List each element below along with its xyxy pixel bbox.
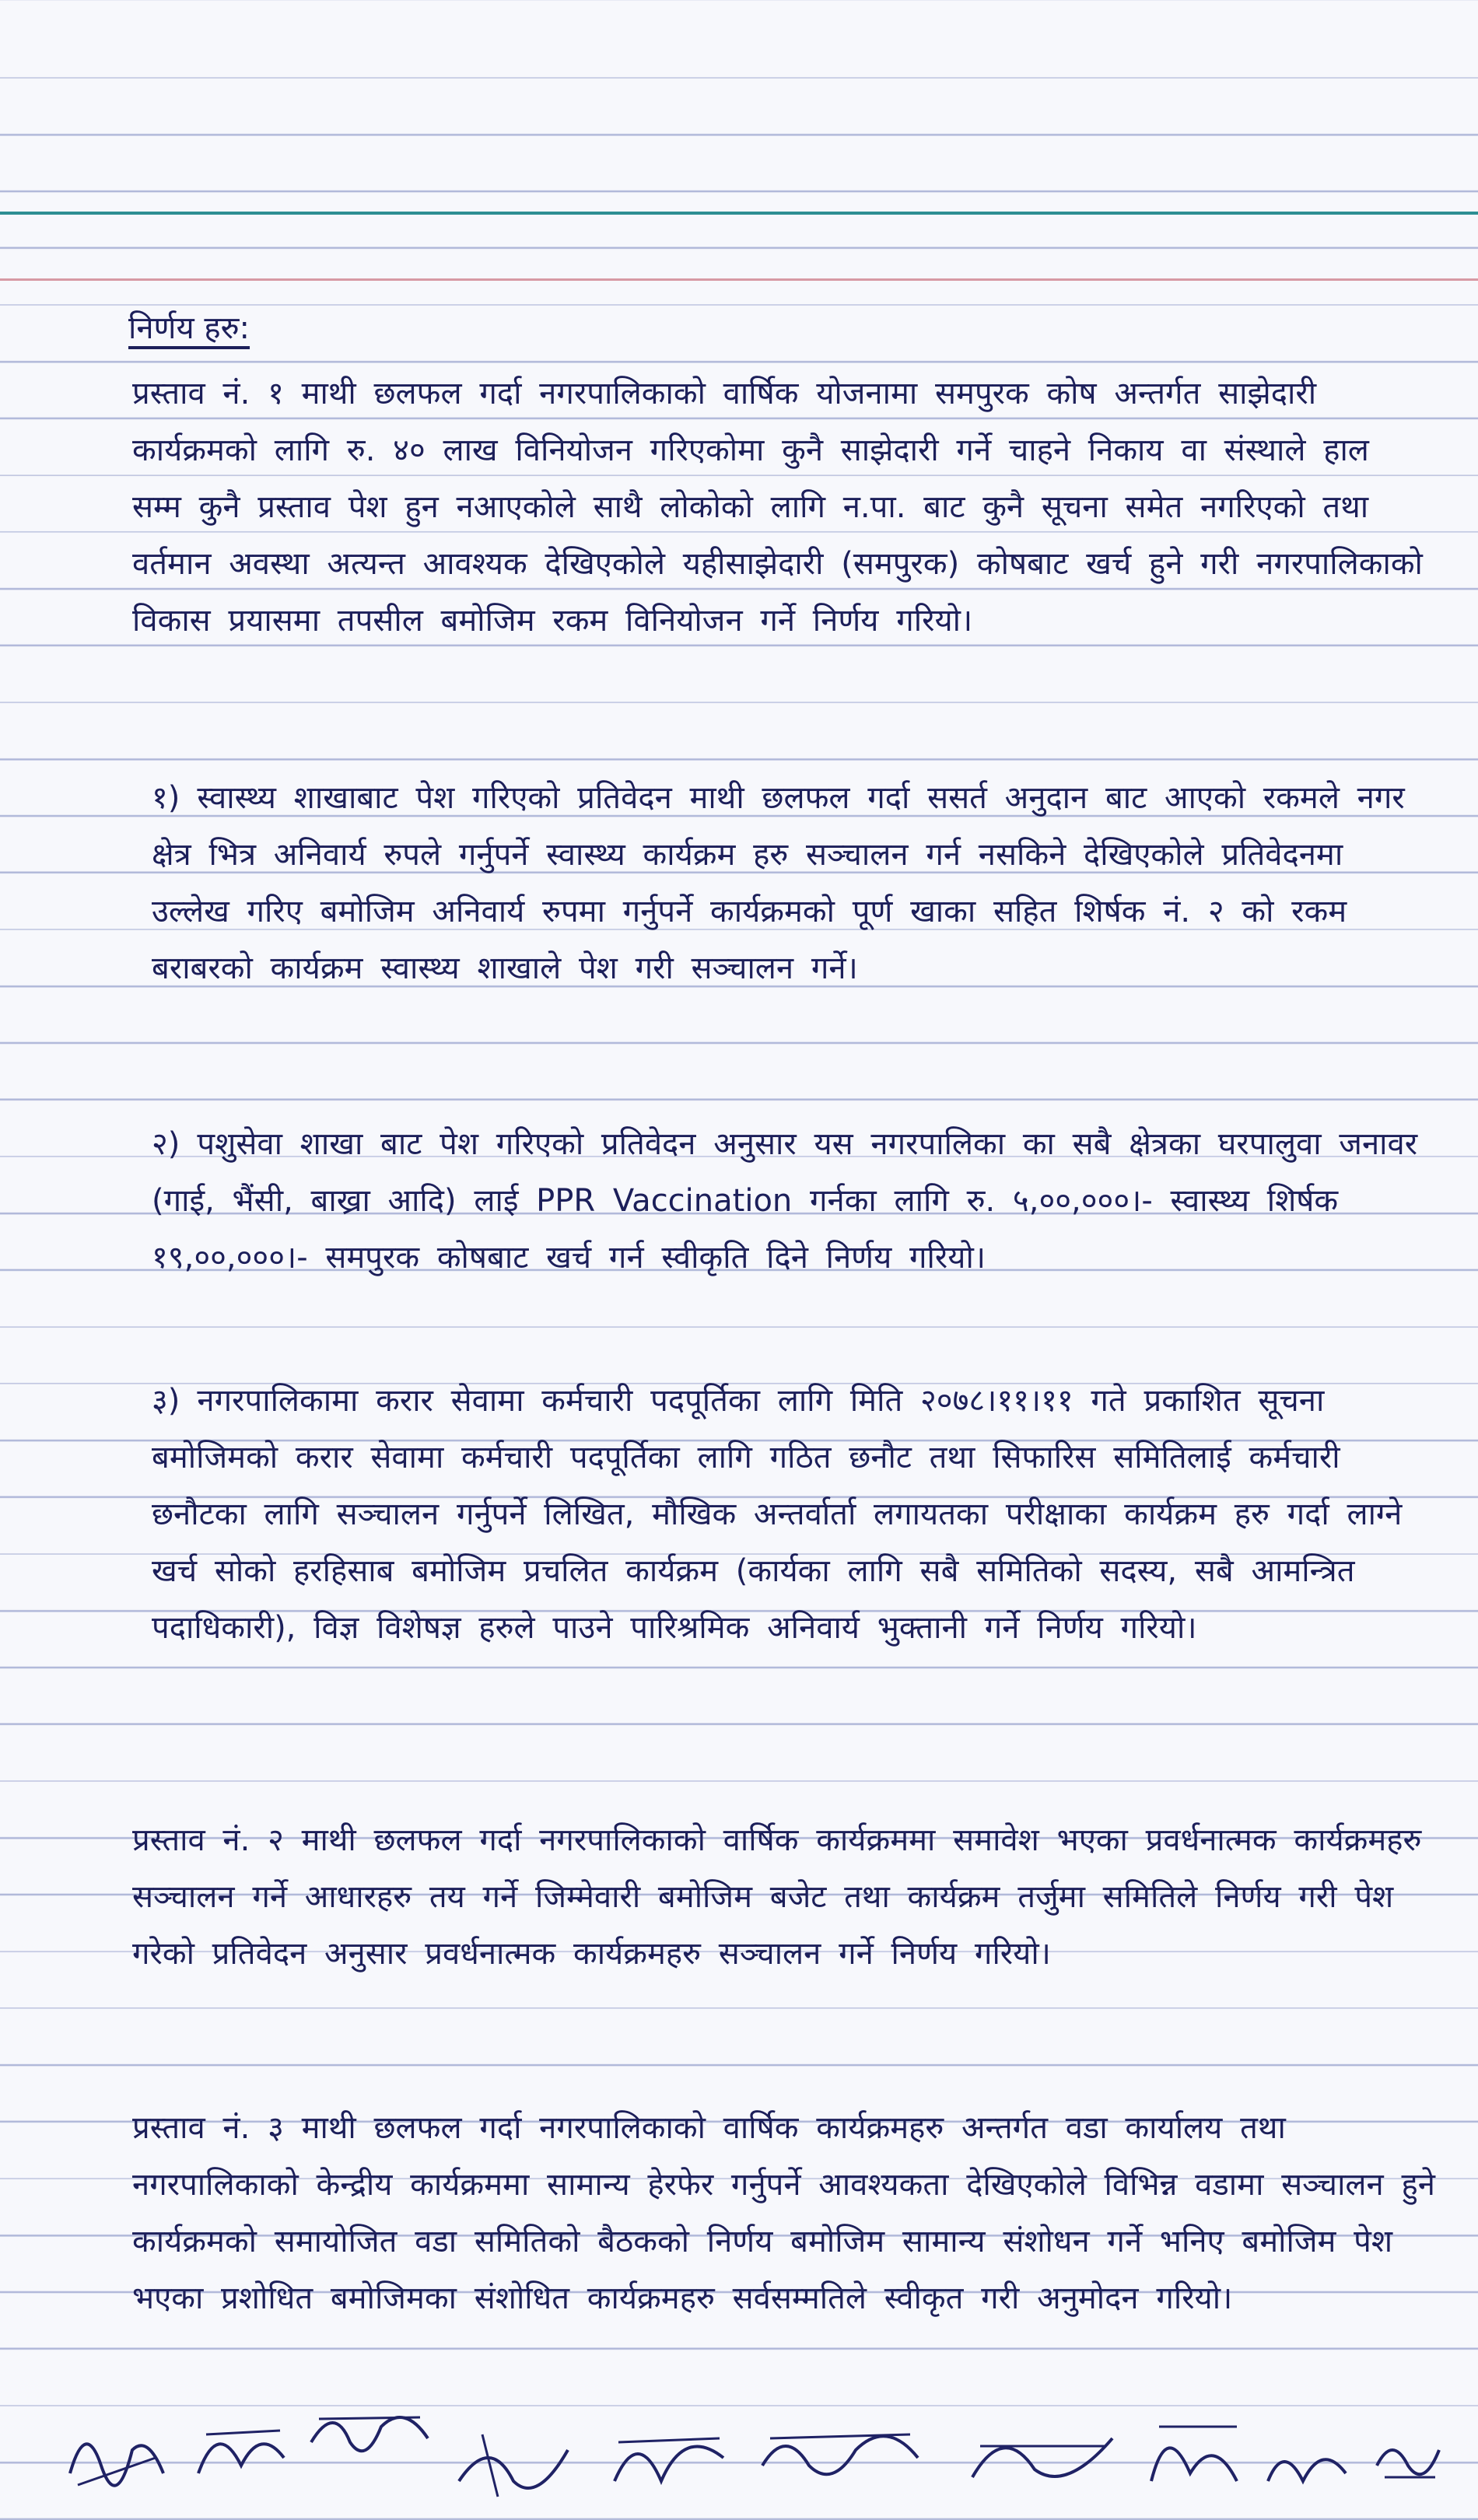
decision-item-2 bbox=[152, 1116, 1427, 1286]
signature bbox=[607, 2411, 731, 2504]
signature bbox=[187, 2403, 296, 2497]
signature bbox=[451, 2419, 583, 2512]
decision-item-1 bbox=[152, 770, 1427, 997]
signature bbox=[1136, 2403, 1252, 2504]
signature bbox=[303, 2396, 436, 2473]
item-text: पशुसेवा शाखा बाट पेश गरिएको प्रतिवेदन अनुसार यस नगरपालिका का सबै क्षेत्रका घरपालुवा जनावर (गाई, भैंसी, बाख्रा आदि) लाई PPR Vaccination गर्नका लागि रु. ५,००,०००।- स्वास्थ्य शिर्षक १९,००,०००।- समपुरक कोषबाट खर्च गर्न स्वीकृति दिने निर्णय गरियो। bbox=[152, 1126, 1418, 1276]
signature bbox=[965, 2415, 1120, 2501]
item-text: नगरपालिकामा करार सेवामा कर्मचारी पदपूर्तिका लागि मिति २०७८।११।११ गते प्रकाशित सूचना बमोजिमको करार सेवामा कर्मचारी पदपूर्तिका लागि गठित छनौट तथा सिफारिस समितिलाई कर्मचारी छनौटका लागि सञ्चालन गर्नुपर्ने लिखित, मौखिक अन्तर्वार्ता लगायतका परीक्षाका कार्यक्रम हरु गर्दा लाग्ने खर्च सोको हरहिसाब बमोजिम प्रचलित कार्यक्रम (कार्यका लागि सबै समितिको सदस्य, सबै आमन्त्रित पदाधिकारी), विज्ञ विशेषज्ञ हरुले पाउने पारिश्रमिक अनिवार्य भुक्तानी गर्ने निर्णय गरियो। bbox=[152, 1383, 1403, 1646]
item-number: २) bbox=[152, 1126, 180, 1162]
proposal-3-paragraph: प्रस्ताव नं. ३ माथी छलफल गर्दा नगरपालिकाको वार्षिक कार्यक्रमहरु अन्तर्गत वडा कार्यालय तथा नगरपालिकाको केन्द्रीय कार्यक्रममा सामान्य हेरफेर गर्नुपर्ने आवश्यकता देखिएकोले विभिन्न वडामा सञ्चालन हुने कार्यक्रमको समायोजित वडा समितिको बैठकको निर्णय बमोजिम सामान्य संशोधन गर्ने भनिए बमोजिम पेश भएका प्रशोधित बमोजिमका संशोधित कार्यक्रमहरु सर्वसम्मतिले स्वीकृत गरी अनुमोदन गरियो। bbox=[132, 2110, 1435, 2316]
signature bbox=[1260, 2427, 1354, 2504]
signature-row bbox=[47, 2396, 1447, 2512]
signature bbox=[62, 2411, 171, 2497]
top-margin-rule bbox=[0, 212, 1478, 215]
item-number: १) bbox=[152, 780, 180, 816]
proposal-1-paragraph: प्रस्ताव नं. १ माथी छलफल गर्दा नगरपालिकाको वार्षिक योजनामा समपुरक कोष अन्तर्गत साझेदारी कार्यक्रमको लागि रु. ४० लाख विनियोजन गरिएकोमा कुनै साझेदारी गर्ने चाहने निकाय वा संस्थाले हाल सम्म कुनै प्रस्ताव पेश हुन नआएकोले साथै लोकोको लागि न.पा. बाट कुनै सूचना समेत नगरिएको तथा वर्तमान अवस्था अत्यन्त आवश्यक देखिएकोले यहीसाझेदारी (समपुरक) कोषबाट खर्च हुने गरी नगरपालिकाको विकास प्रयासमा तपसील बमोजिम रकम विनियोजन गर्ने निर्णय गरियो। bbox=[132, 376, 1423, 639]
proposal-2-paragraph: प्रस्ताव नं. २ माथी छलफल गर्दा नगरपालिकाको वार्षिक कार्यक्रममा समावेश भएका प्रवर्धनात्मक कार्यक्रमहरु सञ्चालन गर्ने आधारहरु तय गर्ने जिम्मेवारी बमोजिम बजेट तथा कार्यक्रम तर्जुमा समितिले निर्णय गरी पेश गरेको प्रतिवेदन अनुसार प्रवर्धनात्मक कार्यक्रमहरु सञ्चालन गर्ने निर्णय गरियो। bbox=[132, 1822, 1422, 1972]
page-heading: निर्णय हरु: bbox=[128, 310, 250, 346]
item-number: ३) bbox=[152, 1383, 180, 1419]
item-text: स्वास्थ्य शाखाबाट पेश गरिएको प्रतिवेदन माथी छलफल गर्दा ससर्त अनुदान बाट आएको रकमले नगर क्षेत्र भित्र अनिवार्य रुपले गर्नुपर्ने स्वास्थ्य कार्यक्रम हरु सञ्चालन गर्न नसकिने देखिएकोले प्रतिवेदनमा उल्लेख गरिए बमोजिम अनिवार्य रुपमा गर्नुपर्ने कार्यक्रमको पूर्ण खाका सहित शिर्षक नं. २ को रकम बराबरको कार्यक्रम स्वास्थ्य शाखाले पेश गरी सञ्चालन गर्ने। bbox=[152, 780, 1405, 986]
header-rule bbox=[0, 278, 1478, 281]
signature bbox=[755, 2411, 926, 2497]
signature bbox=[1369, 2419, 1447, 2497]
decision-item-3 bbox=[152, 1373, 1435, 1657]
